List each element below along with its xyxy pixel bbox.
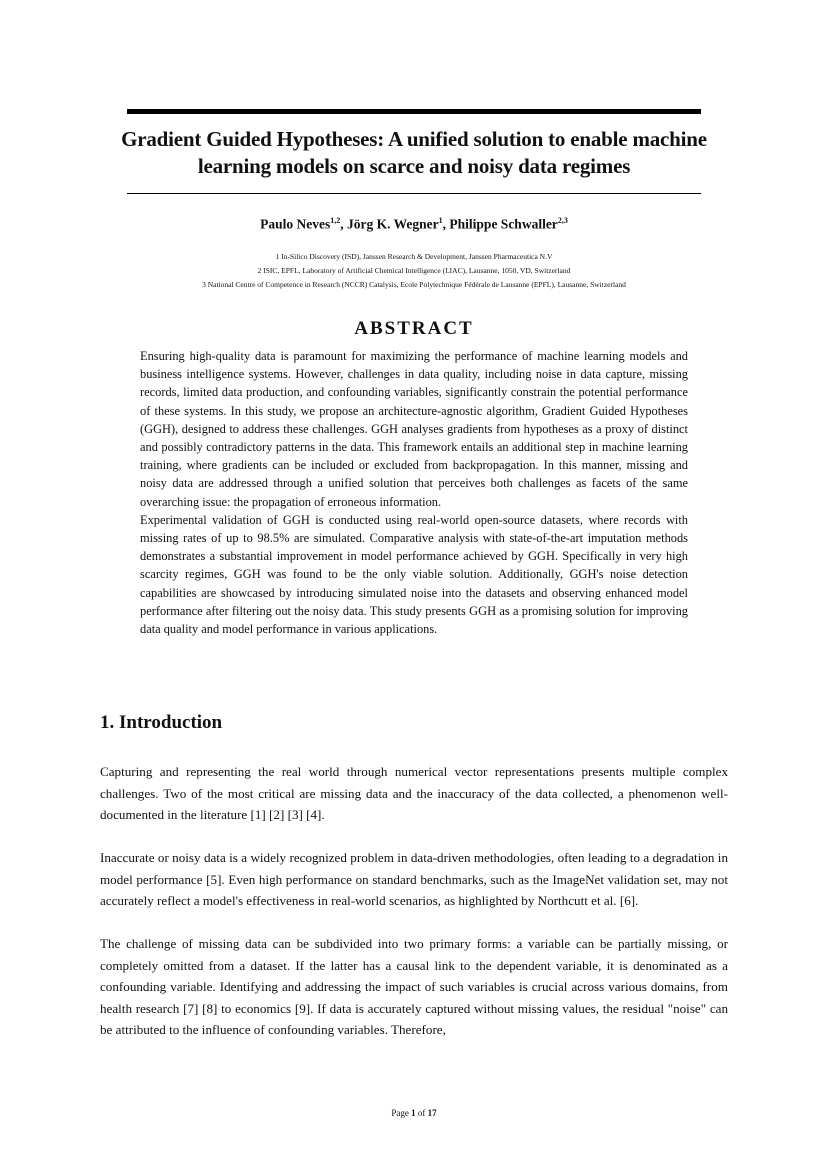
page-label: Page [391, 1108, 409, 1118]
body-paragraph: Capturing and representing the real world through numerical vector representations presents multiple complex challenges. Two of the most critical are missing data and the inaccuracy of the data collected, a phenomenon well-documented in the literature [1] [2] [3] [4]. [100, 764, 728, 822]
section-heading: 1. Introduction [100, 712, 223, 733]
author-name: Paulo Neves [260, 216, 331, 232]
page-of: of [417, 1108, 426, 1118]
author-list: Paulo Neves$^{1,2}$, Jörg K. Wegner$^1$, Philippe Schwaller$^{2,3}$ [260, 216, 568, 232]
section-body [100, 761, 728, 1062]
author-affiliation-marker: 2,3 [557, 216, 568, 225]
abstract-body [140, 347, 688, 638]
affiliation: 1 In-Silico Discovery (ISD), Janssen Research & Development, Janssen Pharmaceutica N.V [275, 252, 553, 261]
author-affiliation-marker: 1 [438, 216, 443, 225]
title-bottom-rule [127, 193, 701, 194]
title-top-rule [127, 109, 701, 114]
abstract-heading: ABSTRACT [354, 318, 474, 339]
abstract-paragraph: Ensuring high-quality data is paramount for maximizing the performance of machine learning models and business intelligence systems. However, challenges in data quality, including noise in data capture, missing records, limited data production, and confounding variables, significantly constrain the potential performance of these systems. In this study, we propose an architecture-agnostic algorithm, Gradient Guided Hypotheses (GGH), designed to address these challenges. GGH analyses gradients from hypotheses as a proxy of distinct and possibly contradictory patterns in the data. This framework entails an additional step in machine learning training, where gradients can be included or excluded from backpropagation. In this manner, missing and noisy data are addressed through a unified solution that perceives both challenges as facets of the same overarching issue: the propagation of erroneous information. [140, 349, 688, 509]
body-paragraph: The challenge of missing data can be subdivided into two primary forms: a variable can be partially missing, or completely omitted from a dataset. If the latter has a causal link to the dependent variable, it is denominated as a confounding variable. Identifying and addressing the impact of such variables is crucial across various domains, from health research [7] [8] to economics [9]. If data is accurately captured without missing values, the residual "noise" can be attributed to the influence of confounding variables. Therefore, [100, 936, 728, 1037]
body-paragraph: Inaccurate or noisy data is a widely recognized problem in data-driven methodologies, often leading to a degradation in model performance [5]. Even high performance on standard benchmarks, such as the ImageNet validation set, may not accurately reflect a model's effectiveness in real-world scenarios, as highlighted by Northcutt et al. [6]. [100, 850, 728, 908]
page-current: 1 [411, 1108, 416, 1118]
affiliation-list [100, 250, 728, 292]
paper-title: Gradient Guided Hypotheses: A unified solution to enable machine learning models on scarce and noisy data regimes [121, 127, 707, 178]
affiliation: 3 National Centre of Competence in Research (NCCR) Catalysis, Ecole Polytechnique Fédérale de Lausanne (EPFL), Lausanne, Switzerland [202, 280, 626, 289]
page-total: 17 [427, 1108, 437, 1118]
abstract-paragraph: Experimental validation of GGH is conducted using real-world open-source datasets, where records with missing rates of up to 98.5% are simulated. Comparative analysis with state-of-the-art imputation methods demonstrates a substantial improvement in model performance achieved by GGH. Specifically in very high scarcity regimes, GGH was found to be the only viable solution. Additionally, GGH's noise detection capabilities are showcased by introducing simulated noise into the datasets and observing enhanced model performance after filtering out the noisy data. This study presents GGH as a promising solution for improving data quality and model performance in various applications. [140, 512, 688, 637]
author-affiliation-marker: 1,2 [330, 216, 341, 225]
author-name: Jörg K. Wegner [347, 216, 439, 232]
author-name: Philippe Schwaller [449, 216, 558, 232]
page-footer [100, 1108, 728, 1118]
affiliation: 2 ISIC, EPFL, Laboratory of Artificial Chemical Intelligence (LIAC), Lausanne, 1050, VD, Switzerland [257, 266, 571, 275]
